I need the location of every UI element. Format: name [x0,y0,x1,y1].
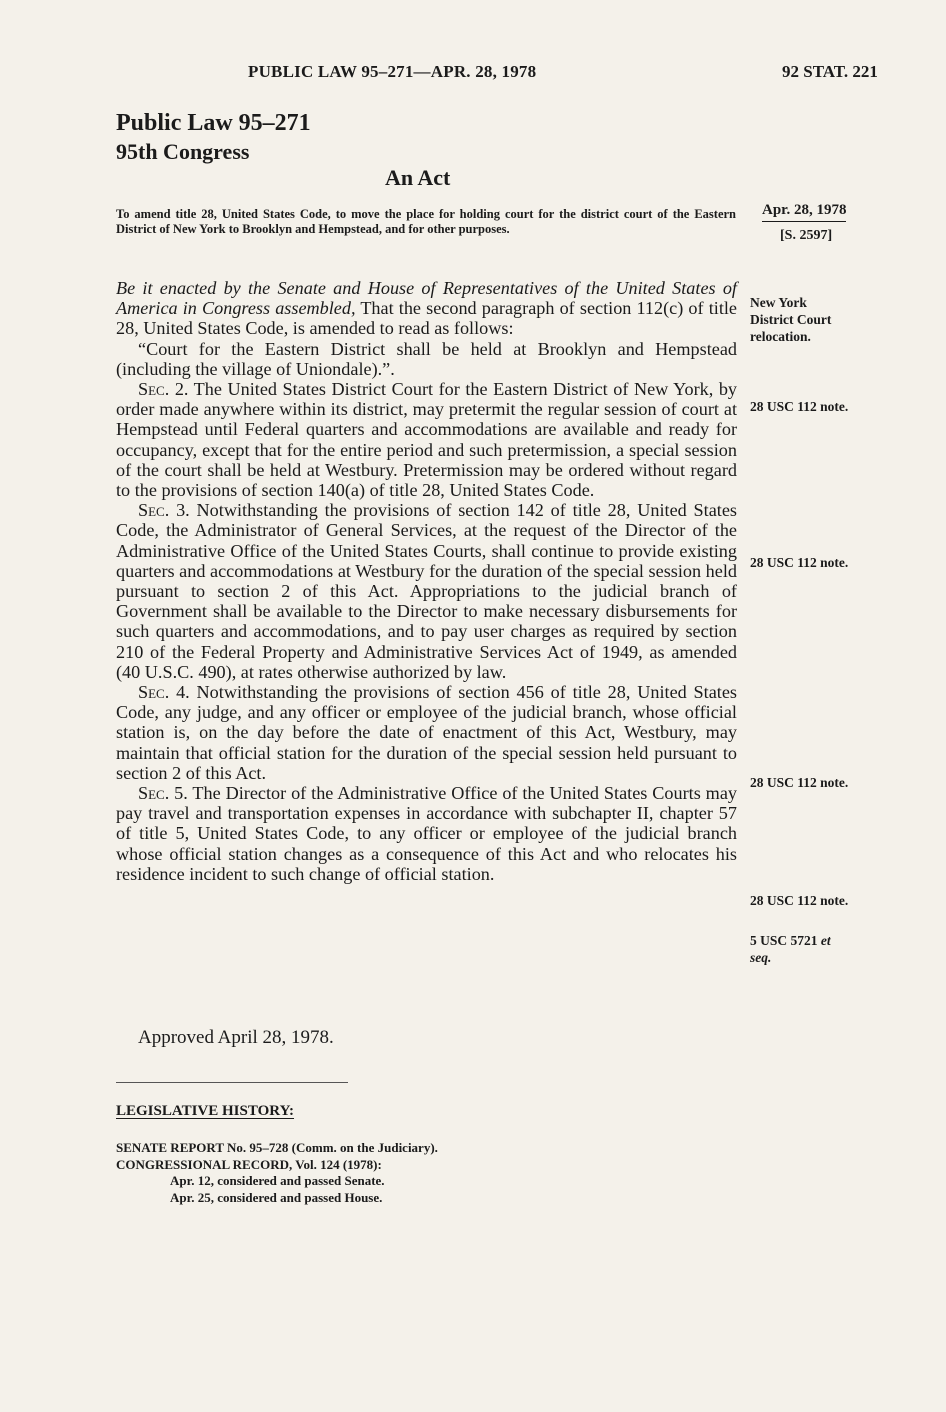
margin-date: Apr. 28, 1978 [762,202,846,222]
act-purpose: To amend title 28, United States Code, to move the place for holding court for the district court of the Eastern District of New York to Brooklyn and Hempstead, and for other purposes. [116,207,736,236]
margin-note-sec2: 28 USC 112 note. [750,399,849,414]
margin-note-5usc [750,932,885,966]
margin-bill-number: [S. 2597] [780,228,833,243]
enacting-formula: Be it enacted by the Senate and House of Representatives of the United States of America in Congress assembled, [116,278,737,319]
section-label: Sec. 5. [138,783,188,804]
approval-date: Approved April 28, 1978. [138,1027,334,1048]
margin-topic-line: District Court [750,312,832,327]
act-body [116,278,737,884]
margin-note-5usc-et: et [820,933,831,948]
history-entry: Apr. 25, considered and passed House. [170,1189,383,1205]
section-2 [116,379,737,500]
divider-rule [116,1082,348,1083]
section-label: Sec. 2. [138,379,189,400]
congressional-record: CONGRESSIONAL RECORD, Vol. 124 (1978): [116,1156,382,1172]
margin-note-5usc-seq: seq. [750,950,772,965]
enacting-clause [116,278,737,339]
enacting-text: That the second paragraph of section 112(c) of title 28, United States Code, is amended to read as follows: [116,298,737,339]
section-text: Notwithstanding the provisions of section 456 of title 28, United States Code, any judge, and any officer or employee of the judicial branch, whose official station is, on the day before the date of enactment of this Act, Westbury, may maintain that official station for the duration of the special session held pursuant to section 2 of this Act. [116,682,737,783]
section-text: Notwithstanding the provisions of section 142 of title 28, United States Code, the Administrator of General Services, at the request of the Director of the Administrative Office of the United States Courts, shall continue to provide existing quarters and accommodations at Westbury for the duration of the special session held pursuant to section 2 of this Act. Appropriations to the judicial branch of Government shall be available to the Director to make necessary disbursements for such quarters and accommodations, and to pay user charges as required by section 210 of the Federal Property and Administrative Services Act of 1949, as amended (40 U.S.C. 490), at rates otherwise authorized by law. [116,500,737,682]
act-heading: An Act [385,165,451,190]
senate-report: SENATE REPORT No. 95–728 (Comm. on the Judiciary). [116,1140,438,1155]
section-text: The United States District Court for the Eastern District of New York, by order made anywhere within its district, may pretermit the regular session of court at Hempstead until Federal quarters and accommodations are available and ready for occupancy, except that for the entire period and such pretermission, a special session of the court shall be held at Westbury. Pretermission may be ordered without regard to the provisions of section 140(a) of title 28, United States Code. [116,379,738,501]
section-text: The Director of the Administrative Office of the United States Courts may pay travel and transportation expenses in accordance with subchapter II, chapter 57 of title 5, United States Code, to any officer or employee of the judicial branch whose official station changes as a consequence of this Act and who relocates his residence incident to such change of official station. [116,783,737,884]
section-5 [116,783,737,884]
section-3 [116,500,737,682]
margin-topic-line: relocation. [750,329,811,344]
public-law-number: Public Law 95–271 [116,110,311,136]
history-entry: Apr. 12, considered and passed Senate. [170,1173,385,1188]
section-4 [116,682,737,783]
stat-reference: 92 STAT. 221 [782,62,878,81]
congress-number: 95th Congress [116,139,250,164]
section-label: Sec. 4. [138,682,190,703]
margin-note-sec3: 28 USC 112 note. [750,555,849,570]
amendment-quote: “Court for the Eastern District shall be held at Brooklyn and Hempstead (including the village of Uniondale).”. [116,338,737,379]
running-head: PUBLIC LAW 95–271—APR. 28, 1978 [248,62,537,81]
margin-note-sec4: 28 USC 112 note. [750,775,849,790]
margin-topic [750,294,885,345]
legislative-history-title: LEGISLATIVE HISTORY: [116,1103,295,1119]
margin-note-5usc-main: 5 USC 5721 [750,933,818,948]
section-label: Sec. 3. [138,500,190,521]
margin-note-sec5: 28 USC 112 note. [750,893,849,908]
legislative-history [116,1140,438,1206]
margin-topic-line: New York [750,295,807,310]
